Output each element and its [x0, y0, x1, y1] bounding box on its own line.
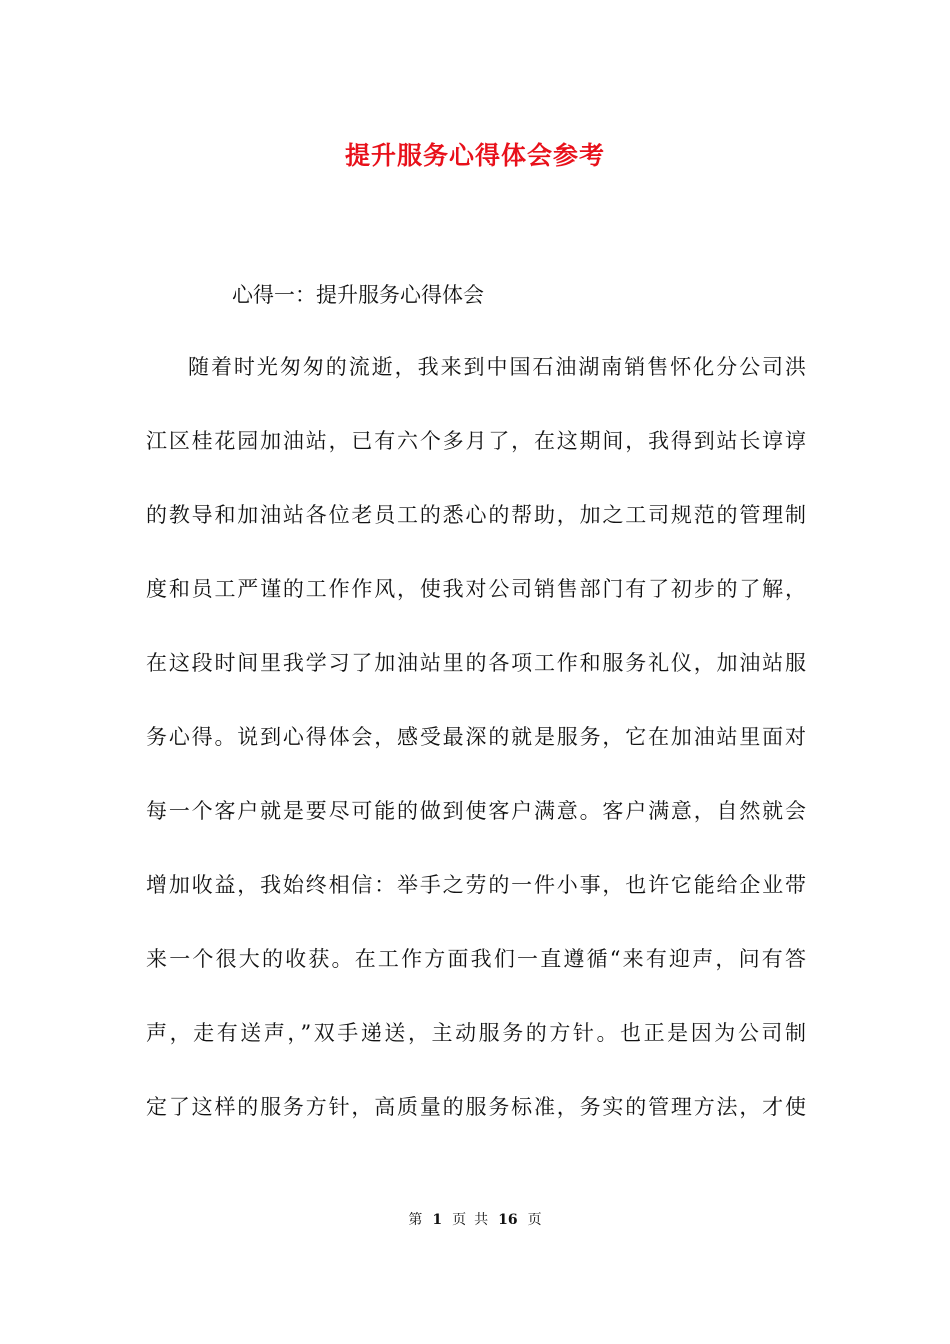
- paragraph-line: 来一个很大的收获。在工作方面我们一直遵循“来有迎声，问有答: [146, 947, 806, 971]
- paragraph-line: 在这段时间里我学习了加油站里的各项工作和服务礼仪，加油站服: [146, 651, 806, 675]
- total-pages-number: 16: [498, 1212, 518, 1228]
- paragraph-line: 度和员工严谨的工作作风，使我对公司销售部门有了初步的了解，: [146, 577, 806, 601]
- paragraph-line: 定了这样的服务方针，高质量的服务标准，务实的管理方法，才使: [146, 1095, 806, 1119]
- document-title: 提升服务心得体会参考: [344, 141, 605, 170]
- footer-suffix: 页: [527, 1212, 542, 1228]
- paragraph-line: 江区桂花园加油站，已有六个多月了，在这期间，我得到站长谆谆: [146, 429, 806, 453]
- current-page-number: 1: [432, 1212, 443, 1228]
- body-paragraph: [146, 352, 806, 1166]
- footer-prefix: 第: [408, 1212, 423, 1228]
- paragraph-line: 声，走有送声，”双手递送，主动服务的方针。也正是因为公司制: [146, 1021, 806, 1045]
- paragraph-line: 每一个客户就是要尽可能的做到使客户满意。客户满意，自然就会: [146, 799, 806, 823]
- footer-page-word: 页: [452, 1212, 467, 1228]
- paragraph-line: 的教导和加油站各位老员工的悉心的帮助，加之工司规范的管理制: [146, 503, 806, 527]
- paragraph-line: 随着时光匆匆的流逝，我来到中国石油湖南销售怀化分公司洪: [188, 355, 806, 379]
- paragraph-line: 增加收益，我始终相信：举手之劳的一件小事，也许它能给企业带: [146, 873, 806, 897]
- paragraph-line: 务心得。说到心得体会，感受最深的就是服务，它在加油站里面对: [146, 725, 806, 749]
- section-heading: 心得一：提升服务心得体会: [232, 283, 484, 307]
- page-footer: [0, 1209, 950, 1229]
- footer-total-word: 共: [474, 1212, 489, 1228]
